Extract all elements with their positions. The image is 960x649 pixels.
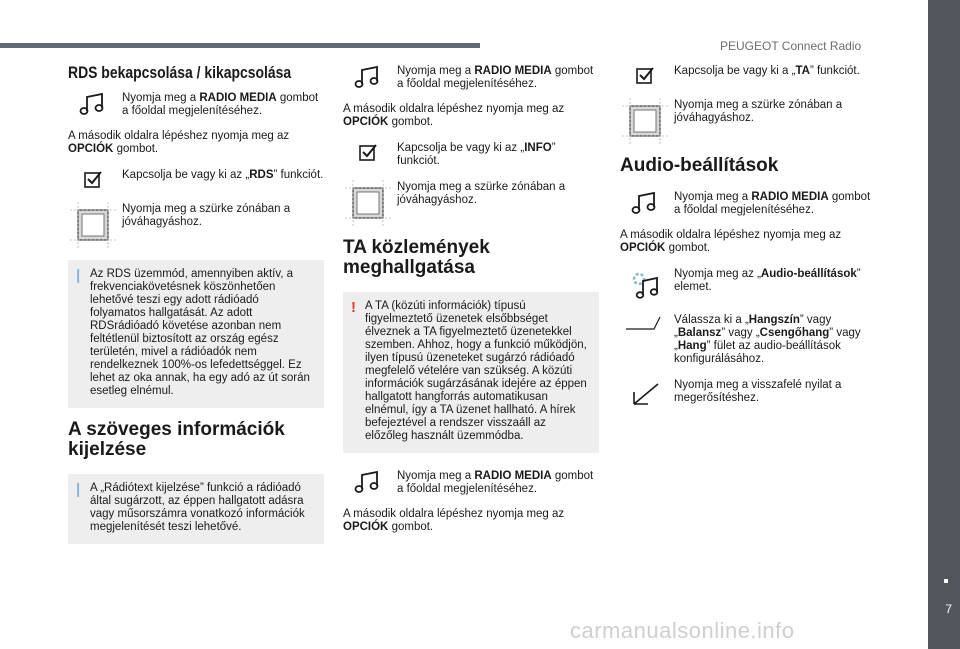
audio-settings-heading: Audio-beállítások bbox=[620, 155, 779, 176]
step-radio-media-2: Nyomja meg a RADIO MEDIA gombot a főoldal megjelenítéséhez. bbox=[343, 469, 599, 496]
ta-warning-note: ! A TA (közúti információk) típusú figyelmeztető üzenetek elsőbbséget élveznek a TA figyelmeztető üzenetekkel szemben. Ahhoz, hogy a funkció működjön, ilyen típusú üzeneteket sugárzó rádióadó megfelelő vételére van szükség. A közúti információk sugárzásának idejére az éppen hallgatott hangforrás automatikusan elnémul, így a TA üzenet hallható. A hírek befejeztével a rendszer visszaáll az előzőleg használt üzemmódba. bbox=[343, 292, 599, 453]
page-number: 7 bbox=[945, 602, 952, 616]
step-ta-toggle: Kapcsolja be vagy ki a „TA” funkciót. bbox=[620, 64, 876, 86]
ta-heading: TA közlemények meghallgatása bbox=[343, 237, 490, 278]
watermark: carmanualsonline.info bbox=[570, 618, 795, 643]
text-info-heading: A szöveges információk kijelzése bbox=[68, 419, 285, 460]
back-arrow-icon bbox=[630, 378, 660, 408]
step-select-tab: Válassza ki a „Hangszín” vagy „Balansz” vagy „Csengőhang” vagy „Hang” fület az audio-beállítások konfigurálásához. bbox=[620, 313, 876, 366]
options-paragraph-2: A második oldalra lépéshez nyomja meg az OPCIÓK gombot. bbox=[343, 508, 565, 533]
step-confirm: Nyomja meg a szürke zónában a jóváhagyáshoz. bbox=[343, 180, 599, 226]
grey-zone-icon bbox=[622, 98, 668, 144]
grey-zone-icon bbox=[70, 202, 116, 248]
info-icon: | bbox=[76, 481, 81, 498]
info-icon: | bbox=[76, 267, 81, 284]
step-info-toggle: Kapcsolja be vagy ki az „INFO” funkciót. bbox=[343, 141, 599, 168]
options-paragraph: A második oldalra lépéshez nyomja meg az OPCIÓK gombot. bbox=[68, 130, 290, 155]
options-paragraph: A második oldalra lépéshez nyomja meg az OPCIÓK gombot. bbox=[343, 103, 565, 128]
settings-music-icon bbox=[627, 267, 663, 301]
column-3 bbox=[620, 64, 876, 420]
checkbox-icon bbox=[634, 64, 656, 86]
music-note-icon bbox=[353, 469, 383, 495]
radiotext-info-note: | A „Rádiótext kijelzése” funkció a rádióadó által sugárzott, az éppen hallgatott adásra vagy műsorszámra vonatkozó információk megjelenítését teszi lehetővé. bbox=[68, 474, 324, 544]
step-rds-toggle: Kapcsolja be vagy ki az „RDS” funkciót. bbox=[68, 168, 324, 190]
checkbox-icon bbox=[357, 141, 379, 163]
step-back-arrow: Nyomja meg a visszafelé nyilat a megerősítéshez. bbox=[620, 378, 876, 408]
running-header: PEUGEOT Connect Radio bbox=[720, 39, 862, 53]
checkbox-icon bbox=[82, 168, 104, 190]
page-sidebar bbox=[928, 0, 960, 649]
header-rule bbox=[0, 43, 480, 48]
step-radio-media: Nyomja meg a RADIO MEDIA gombot a főoldal megjelenítéséhez. bbox=[343, 64, 599, 91]
step-audio-settings: Nyomja meg az „Audio-beállítások” elemet. bbox=[620, 267, 876, 301]
grey-zone-icon bbox=[345, 180, 391, 226]
column-1 bbox=[68, 64, 324, 556]
music-note-icon bbox=[78, 91, 108, 117]
continue-marker bbox=[944, 579, 948, 583]
warning-icon: ! bbox=[351, 299, 356, 316]
music-note-icon bbox=[353, 64, 383, 90]
rds-info-note: | Az RDS üzemmód, amennyiben aktív, a frekvenciakövetésnek köszönhetően lehetővé teszi egy adott rádióadó folyamatos hallgatását. Az adott RDSrádióadó követése azonban nem feltétlenül biztosított az ország egész területén, mivel a rádióadók nem rendelkeznek 100%-os lefedettséggel. Ez lehet az oka annak, ha egy adó az út során esetleg elnémul. bbox=[68, 260, 324, 408]
step-radio-media: Nyomja meg a RADIO MEDIA gombot a főoldal megjelenítéséhez. bbox=[620, 190, 876, 217]
music-note-icon bbox=[630, 190, 660, 216]
step-confirm: Nyomja meg a szürke zónában a jóváhagyáshoz. bbox=[68, 202, 324, 248]
step-radio-media: Nyomja meg a RADIO MEDIA gombot a főoldal megjelenítéséhez. bbox=[68, 91, 324, 118]
rds-heading: RDS bekapcsolása / kikapcsolása bbox=[68, 63, 292, 82]
options-paragraph: A második oldalra lépéshez nyomja meg az OPCIÓK gombot. bbox=[620, 229, 842, 254]
step-confirm: Nyomja meg a szürke zónában a jóváhagyáshoz. bbox=[620, 98, 876, 144]
column-2 bbox=[343, 64, 599, 546]
tab-icon bbox=[624, 313, 666, 333]
